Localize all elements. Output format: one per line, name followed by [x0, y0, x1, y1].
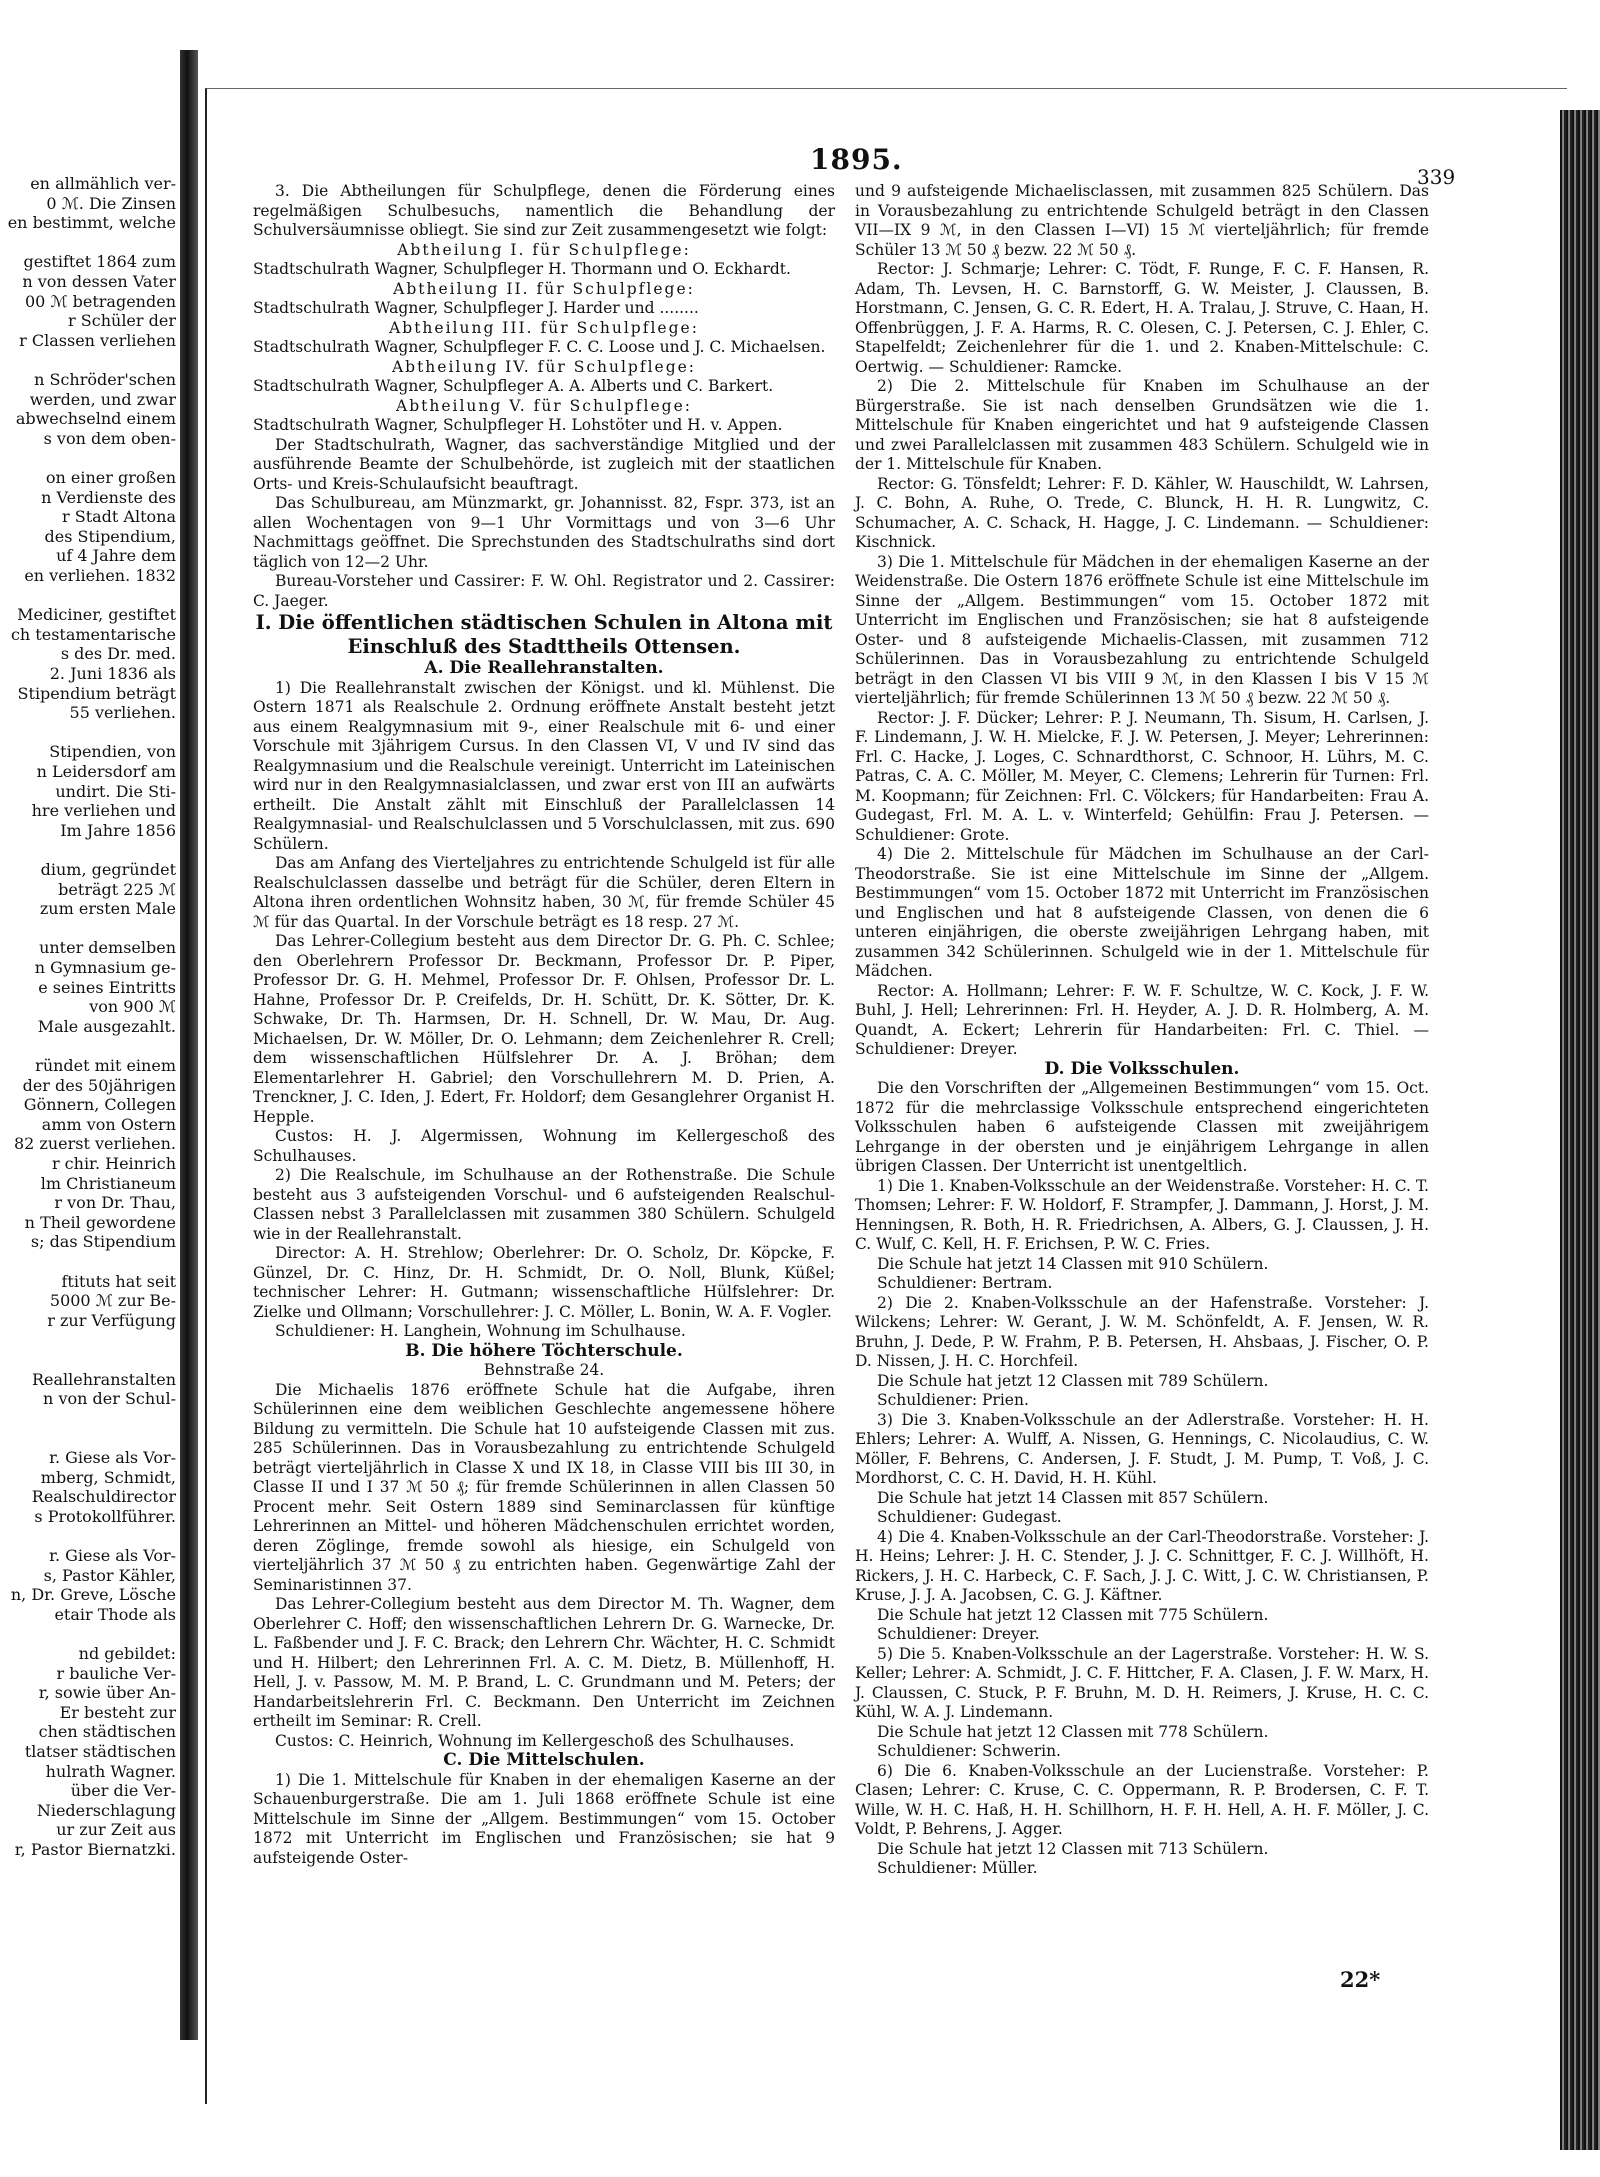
school-classes: Die Schule hat jetzt 12 Classen mit 778 Schülern. — [877, 1722, 1269, 1741]
page-stack-edge — [1560, 110, 1600, 2150]
school-entry — [855, 1294, 1429, 1411]
mittelschule-1-staff: Rector: J. Schmarje; Lehrer: C. Tödt, F. Runge, F. C. F. Hansen, R. Adam, Th. Levsen, H. C. Barnstorff, G. W. Meister, J. Claussen, B. Horstmann, C. Jensen, G. C. R. Edert, H. A. Tralau, J. Struve, C. Haan, H. Offenbrüggen, J. F. A. Harms, R. C. Olesen, C. J. Petersen, C. J. Ehler, C. Stapelfeldt; Zeichenlehrer für die 1. und 2. Knaben-Mittelschule: C. Oertwig. — Schuldiener: Ramcke. — [855, 260, 1429, 376]
facing-page-line: r. Giese als Vor- — [49, 1546, 176, 1565]
facing-page-line: des Stipendium, — [44, 526, 176, 546]
facing-page-line: abwechselnd einem — [15, 409, 176, 429]
mittelschule-1-continued: und 9 aufsteigende Michaelisclassen, mit zusammen 825 Schülern. Das in Vorausbezahlung zu entrichtende Schulgeld beträgt in den Classen VII—IX 9 ℳ, in den Classen I—VI) 15 ℳ vierteljährlich; für fremde Schüler 13 ℳ 50 ₰ bezw. 22 ℳ 50 ₰. — [855, 182, 1429, 259]
facing-page-line: 0 ℳ. Die Zinsen — [46, 193, 176, 213]
facing-page-line: n Theil gewordene — [24, 1212, 176, 1232]
school-servant: Schuldiener: Müller. — [877, 1859, 1038, 1877]
facing-page-line: von 900 ℳ — [89, 997, 176, 1017]
facing-page-line: gestiftet 1864 zum — [23, 252, 176, 272]
facing-page-line: s von dem oben- — [43, 428, 176, 448]
left-column — [253, 182, 835, 1868]
school-servant: Schuldiener: Bertram. — [877, 1274, 1053, 1292]
facing-page-line: unter demselben — [39, 938, 176, 958]
toechterschule-paragraph: Die Michaelis 1876 eröffnete Schule hat die Aufgabe, ihren Schülerinnen eine dem weiblichen Geschlechte angemessene höhere Bildung zu vermitteln. Die Schule hat 10 aufsteigende Classen mit zus. 285 Schülerinnen. Das in Vorausbezahlung zu entrichtende Schulgeld beträgt vierteljährlich in Classe X und IX 18, in Classe VIII bis III 30, in Classe II und I 37 ℳ 50 ₰; für fremde Schülerinnen in allen Classen 50 Procent mehr. Seit Ostern 1889 sind Seminarclassen für künftige Lehrerinnen an Mittel- und höheren Mädchenschulen errichtet worden, deren Zöglinge, fremde sowohl als hiesige, ein Schulgeld von vierteljährlich 37 ℳ 50 ₰ zu entrichten haben. Gegenwärtige Zahl der Seminaristinnen 37. — [253, 1380, 835, 1594]
facing-page-line: Male ausgezahlt. — [37, 1016, 176, 1036]
facing-page-line: beträgt 225 ℳ — [58, 879, 176, 899]
facing-page-line: r, sowie über An- — [38, 1683, 176, 1703]
facing-page-line: Er besteht zur — [59, 1702, 176, 1722]
facing-page-line: chen städtischen — [38, 1722, 176, 1742]
facing-page-line: Realschuldirector — [31, 1487, 176, 1507]
facing-page-line: Stipendium beträgt — [17, 683, 176, 703]
facing-page-line: on einer großen — [45, 468, 176, 487]
facing-page-line: en allmählich ver- — [30, 174, 176, 193]
facing-page-line: r, Pastor Biernatzki. — [14, 1840, 176, 1859]
facing-page-line: ftituts hat seit — [61, 1271, 176, 1291]
school-heading: 5) Die 5. Knaben-Volksschule an der Lagerstraße. Vorsteher: H. W. S. Keller; Lehrer: A. Schmidt, J. C. F. Hittcher, F. A. Clasen, J. F. W. Marx, H. J. Claussen, C. Stuck, P. F. Bruhn, M. D. H. Reimers, J. Kruse, H. C. C. Kühl, W. A. J. Lindemann. — [855, 1644, 1429, 1721]
signature-mark: 22* — [1340, 1967, 1381, 1992]
mittelschule-2-staff: Rector: G. Tönsfeldt; Lehrer: F. D. Kähler, W. Hauschildt, W. Lahrsen, J. C. Bohn, A. Ruhe, O. Trede, C. Blunck, H. H. R. Lungwitz, C. Schumacher, A. C. Schack, H. Hagge, J. C. Lindemann. — Schuldiener: Kischnick. — [855, 474, 1429, 551]
facing-page-line: werden, und zwar — [29, 389, 176, 409]
division-members: Stadtschulrath Wagner, Schulpfleger A. A. Alberts und C. Barkert. — [253, 377, 774, 395]
custos-line: Custos: C. Heinrich, Wohnung im Kellergeschoß des Schulhauses. — [275, 1731, 795, 1750]
facing-page-line: r von Dr. Thau, — [54, 1193, 176, 1213]
school-heading: 6) Die 6. Knaben-Volksschule an der Lucienstraße. Vorsteher: P. Clasen; Lehrer: C. Kruse, C. C. Oppermann, R. P. Brodersen, C. F. T. Wille, W. H. C. Haß, H. H. Schillhorn, H. F. H. Hell, A. H. F. Möller, J. C. Voldt, P. Behrens, J. Agger. — [855, 1761, 1429, 1838]
main-heading: I. Die öffentlichen städtischen Schulen in Altona mit Einschluß des Stadttheils Ottensen. — [255, 611, 833, 658]
section-b-title: B. Die höhere Töchterschule. — [405, 1340, 683, 1361]
division-title: Abtheilung V. für Schulpflege: — [396, 396, 692, 415]
facing-page-line: nd gebildet: — [78, 1644, 176, 1663]
school-servant: Schuldiener: Gudegast. — [877, 1508, 1062, 1526]
facing-page-line: Niederschlagung — [36, 1800, 176, 1820]
facing-page-line: 55 verliehen. — [69, 703, 176, 723]
facing-page-line: r Classen verliehen — [19, 330, 176, 350]
section-d-title: D. Die Volksschulen. — [1044, 1058, 1240, 1079]
lehrer-collegium-paragraph: Das Lehrer-Collegium besteht aus dem Director Dr. G. Ph. C. Schlee; den Oberlehrern Professor Dr. Beckmann, Professor Dr. P. Piper, Professor Dr. G. H. Mehmel, Professor Dr. F. Ohlsen, Professor Dr. L. Hahne, Professor Dr. P. Creifelds, Dr. H. Schütt, Dr. K. Sötter, Dr. K. Schwake, Dr. Th. Harmsen, Dr. H. Schnell, Dr. W. Mau, Dr. Aug. Michaelsen, Dr. W. Möller, Dr. O. Lehmann; dem Zeichenlehrer R. Crell; dem wissenschaftlichen Hülfslehrer Dr. A. J. Bröhan; dem Elementarlehrer H. Gabriel; den Vorschullehrern M. D. Prien, A. Trenckner, J. C. Iden, J. Edert, Fr. Holdorf; dem Gesanglehrer Organist H. Hepple. — [253, 932, 835, 1126]
facing-page-line: undirt. Die Sti- — [55, 781, 176, 801]
facing-page-line: s; das Stipendium — [30, 1232, 176, 1252]
school-heading: 3) Die 3. Knaben-Volksschule an der Adlerstraße. Vorsteher: H. H. Ehlers; Lehrer: A. Wulff, A. Nissen, G. Hennings, C. Nicolaudius, C. W. Möller, F. Behrens, C. Andersen, J. F. Studt, J. M. Pump, T. Voß, J. C. Mordhorst, C. C. H. David, H. H. Kühl. — [855, 1410, 1429, 1487]
bureau-staff: Bureau-Vorsteher und Cassirer: F. W. Ohl. Registrator und 2. Cassirer: C. Jaeger. — [253, 572, 835, 610]
division-title: Abtheilung III. für Schulpflege: — [389, 318, 699, 337]
realgymnasium-paragraph: 1) Die Reallehranstalt zwischen der Königst. und kl. Mühlenst. Die Ostern 1871 als Realschule 2. Ordnung eröffnete Anstalt besteht jetzt aus einem Realgymnasium mit 9-, einer Realschule mit 6- und einer Vorschule mit 3jährigem Cursus. In den Classen VI, V und IV sind das Realgymnasium und die Realschule vereinigt. Unterricht im Lateinischen wird nur in den Realgymnasialclassen, und zwar erst von III an aufwärts ertheilt. Die Anstalt zählt mit Einschluß der Parallelclassen 14 Realgymnasial- und Realschulclassen und 5 Vorschulclassen, mit zus. 690 Schülern. — [253, 678, 835, 853]
school-entry — [855, 1411, 1429, 1528]
facing-page-line: dium, gegründet — [40, 860, 176, 879]
division-members: Stadtschulrath Wagner, Schulpfleger H. Lohstöter und H. v. Appen. — [253, 416, 783, 434]
school-entry — [855, 1762, 1429, 1879]
facing-page-line: r. Giese als Vor- — [49, 1448, 176, 1467]
mittelschule-1-paragraph: 1) Die 1. Mittelschule für Knaben in der ehemaligen Kaserne an der Schauenburgerstraße. Die am 1. Juli 1868 eröffnete Schule ist eine Mittelschule im Sinne der „Allgem. Bestimmungen“ vom 15. October 1872 mit Unterricht im Englischen und Französischen; sie hat 9 aufsteigende Oster- — [253, 1770, 835, 1867]
division-title: Abtheilung IV. für Schulpflege: — [391, 357, 697, 376]
facing-page-line: hulrath Wagner. — [45, 1761, 176, 1781]
school-heading: 2) Die 2. Knaben-Volksschule an der Hafenstraße. Vorsteher: J. Wilckens; Lehrer: W. Gerant, J. W. M. Schönfeldt, A. F. Jensen, W. R. Bruhn, J. Dede, P. W. Frahm, P. B. Petersen, H. Ahsbaas, J. Fischer, O. P. D. Nissen, J. H. C. Horchfeil. — [855, 1293, 1429, 1370]
page-year-header: 1895. — [810, 143, 903, 176]
facing-page-line: s des Dr. med. — [60, 644, 176, 664]
division-title: Abtheilung I. für Schulpflege: — [397, 240, 691, 259]
facing-page-line: n Gymnasium ge- — [34, 958, 176, 977]
facing-page-line: über die Ver- — [70, 1781, 176, 1801]
facing-page-line: s Protokollführer. — [34, 1506, 176, 1526]
facing-page-line: zum ersten Male — [39, 899, 176, 919]
facing-page-line: tlatser städtischen — [24, 1742, 176, 1761]
school-entry — [855, 1528, 1429, 1645]
school-servant: Schuldiener: Prien. — [877, 1391, 1029, 1409]
facing-page-line: lm Christianeum — [40, 1173, 176, 1193]
maedchen-1-paragraph: 3) Die 1. Mittelschule für Mädchen in der ehemaligen Kaserne an der Weidenstraße. Die Ostern 1876 eröffnete Schule ist eine Mittelschule im Sinne der „Allgem. Bestimmungen“ vom 15. October 1872 mit Unterricht im Englischen und Französischen; sie hat 8 aufsteigende Oster- und 8 aufsteigende Michaelis-Classen, mit zusammen 712 Schülerinnen. Das in Vorausbezahlung zu entrichtende Schulgeld beträgt in den Classen VI bis VIII 9 ℳ, in den Klassen I bis V 15 ℳ vierteljährlich; für fremde Schülerinnen 13 ℳ 50 ₰ bezw. 22 ℳ 50 ₰. — [855, 552, 1429, 707]
facing-page-line: r Stadt Altona — [62, 507, 176, 527]
facing-page-line: n Schröder'schen — [34, 370, 176, 389]
facing-page-line: en verliehen. 1832 — [24, 566, 176, 585]
facing-page-line: mberg, Schmidt, — [40, 1467, 176, 1487]
facing-page-line: Reallehranstalten — [31, 1369, 176, 1389]
school-heading: 1) Die 1. Knaben-Volksschule an der Weidenstraße. Vorsteher: H. C. T. Thomsen; Lehrer: F. W. Holdorf, F. Strampfer, J. Dammann, J. Horst, J. M. Henningsen, R. Both, H. R. Friedrichsen, A. Albers, G. J. Claussen, J. H. C. Wulf, C. Kell, H. F. Erichsen, P. W. C. Fries. — [855, 1176, 1429, 1253]
facing-page-line: 00 ℳ betragenden — [25, 291, 176, 311]
facing-page-line: Gönnern, Collegen — [23, 1095, 176, 1115]
facing-page-line: Stipendien, von — [49, 742, 176, 762]
facing-page-line: n Verdienste des — [41, 487, 176, 507]
facing-page-line: uf 4 Jahre dem — [56, 546, 176, 566]
section-a-title: A. Die Reallehranstalten. — [424, 658, 664, 678]
school-servant: Schuldiener: Dreyer. — [877, 1625, 1040, 1643]
school-classes: Die Schule hat jetzt 12 Classen mit 775 Schülern. — [877, 1605, 1269, 1624]
page-number: 339 — [1417, 165, 1456, 189]
facing-page-line: r bauliche Ver- — [56, 1663, 176, 1683]
facing-page-line: n Leidersdorf am — [36, 762, 176, 781]
facing-page-line: 82 zuerst verliehen. — [13, 1134, 176, 1154]
facing-page-line: n von dessen Vater — [22, 272, 176, 291]
school-classes: Die Schule hat jetzt 14 Classen mit 910 Schülern. — [877, 1254, 1269, 1273]
school-classes: Die Schule hat jetzt 12 Classen mit 713 Schülern. — [877, 1839, 1269, 1858]
facing-page-line: amm von Ostern — [41, 1114, 176, 1134]
facing-page-line: 5000 ℳ zur Be- — [49, 1291, 176, 1311]
volksschulen-intro: Die den Vorschriften der „Allgemeinen Bestimmungen“ vom 15. Oct. 1872 für die mehrclassige Volksschule entsprechend eingerichteten Volksschulen haben 6 aufsteigende Classen mit zweijährigem Lehrgange in der obersten und je einjährigem Lehrgange in allen übrigen Classen. Der Unterricht ist unentgeltlich. — [855, 1079, 1429, 1175]
facing-page-line: e seines Eintritts — [38, 977, 176, 997]
facing-page-line: r chir. Heinrich — [51, 1154, 176, 1173]
facing-page-line: en bestimmt, welche — [7, 213, 176, 233]
schulbureau-paragraph: Das Schulbureau, am Münzmarkt, gr. Johannisst. 82, Fspr. 373, ist an allen Wochentagen von 9—1 Uhr Vormittags und von 3—6 Uhr Nachmittags geöffnet. Die Sprechstunden des Stadtschulraths sind dort täglich von 12—2 Uhr. — [253, 494, 835, 571]
facing-page-line: s, Pastor Kähler, — [43, 1565, 176, 1585]
school-list — [855, 1177, 1429, 1879]
facing-page-fragment — [0, 55, 180, 2035]
school-servant: Schuldiener: Schwerin. — [877, 1742, 1061, 1760]
maedchen-1-staff: Rector: J. F. Dücker; Lehrer: P. J. Neumann, Th. Sisum, H. Carlsen, J. F. Lindemann, J. W. H. Mielcke, F. J. W. Petersen, J. Meyer; Lehrerinnen: Frl. C. Hacke, J. Loges, C. Schnardthorst, C. Schnoor, H. Lührs, M. C. Patras, C. A. C. Möller, M. Meyer, C. Clemens; Lehrerin für Turnen: Frl. M. Koopmann; für Zeichnen: Frl. C. Völckers; für Handarbeiten: Frau A. Gudegast, Frl. M. A. L. v. Winterfeld; Gehülfin: Frau J. Petersen. — Schuldiener: Grote. — [855, 708, 1429, 844]
facing-page-line: etair Thode als — [54, 1604, 176, 1624]
mittelschule-2-paragraph: 2) Die 2. Mittelschule für Knaben im Schulhause an der Bürgerstraße. Sie ist nach denselben Grundsätzen wie die 1. Mittelschule für Knaben eingerichtet und hat 9 aufsteigende Classen und zwei Parallelclassen mit zusammen 483 Schülern. Schulgeld wie in der 1. Mittelschule für Knaben. — [855, 377, 1429, 473]
facing-page-line: ründet mit einem — [35, 1056, 176, 1075]
book-gutter — [180, 50, 198, 2040]
school-heading: 4) Die 4. Knaben-Volksschule an der Carl-Theodorstraße. Vorsteher: J. H. Heins; Lehrer: J. H. C. Stender, J. J. C. Schnittger, F. C. J. Willhöft, H. Rickers, J. H. C. Harbeck, C. F. Sach, J. J. C. Witt, J. C. W. Christiansen, P. Kruse, J. J. A. Jacobsen, C. G. J. Käftner. — [855, 1527, 1429, 1604]
schuldiener-line: Schuldiener: H. Langhein, Wohnung im Schulhause. — [275, 1322, 686, 1340]
division-list — [253, 241, 835, 436]
facing-page-line: ur zur Zeit aus — [56, 1820, 176, 1840]
stadtschulrath-paragraph: Der Stadtschulrath, Wagner, das sachverständige Mitglied und der ausführende Beamte der Schulbehörde, ist zugleich mit der staatlichen Orts- und Kreis-Schulaufsicht beauftragt. — [253, 435, 835, 493]
facing-page-line: n, Dr. Greve, Lösche — [10, 1585, 176, 1605]
facing-page-line: ch testamentarische — [10, 624, 176, 644]
section-b-address: Behnstraße 24. — [483, 1361, 605, 1379]
school-entry — [855, 1177, 1429, 1294]
maedchen-2-paragraph: 4) Die 2. Mittelschule für Mädchen im Schulhause an der Carl-Theodorstraße. Sie ist eine Mittelschule im Sinne der „Allgem. Bestimmungen“ vom 15. October 1872 mit Unterricht im Französischen und Englischen und hat 8 aufsteigende Classen, von denen die 6 unteren einjährigen, die oberste zweijährigen Lehrgang haben, mit zusammen 342 Schülerinnen. Schulgeld wie in der 1. Mittelschule für Mädchen. — [855, 845, 1429, 980]
facing-page-line: r Schüler der — [68, 311, 176, 331]
right-column — [855, 182, 1429, 1879]
facing-page-line: der des 50jährigen — [22, 1075, 176, 1095]
facing-page-line: Mediciner, gestiftet — [17, 605, 176, 625]
realschule-staff: Director: A. H. Strehlow; Oberlehrer: Dr. O. Scholz, Dr. Köpcke, F. Günzel, Dr. C. Hinz, Dr. H. Schmidt, Dr. O. Noll, Blunk, Küßel; technischer Lehrer: H. Gutmann; wissenschaftliche Hülfslehrer: Dr. Zielke und Ollmann; Vorschullehrer: J. C. Möller, L. Bonin, W. A. F. Vogler. — [253, 1244, 835, 1321]
school-classes: Die Schule hat jetzt 14 Classen mit 857 Schülern. — [877, 1488, 1269, 1507]
facing-page-line: Im Jahre 1856 — [60, 820, 176, 840]
division-title: Abtheilung II. für Schulpflege: — [393, 279, 695, 298]
facing-page-line: 2. Juni 1836 als — [49, 664, 176, 683]
intro-paragraph: 3. Die Abtheilungen für Schulpflege, denen die Förderung eines regelmäßigen Schulbesuchs, namentlich die Behandlung der Schulversäumnisse obliegt. Sie sind zur Zeit zusammengesetzt wie folgt: — [253, 182, 835, 239]
section-c-title: C. Die Mittelschulen. — [443, 1750, 645, 1770]
facing-page-line: n von der Schul- — [43, 1389, 176, 1409]
school-classes: Die Schule hat jetzt 12 Classen mit 789 Schülern. — [877, 1371, 1269, 1390]
school-entry — [855, 1645, 1429, 1762]
toechterschule-collegium: Das Lehrer-Collegium besteht aus dem Director M. Th. Wagner, dem Oberlehrer C. Hoff; den wissenschaftlichen Lehrern Dr. G. Warnecke, Dr. L. Faßbender und J. F. C. Brack; den Lehrern Chr. Wächter, H. C. Schmidt und H. Hilbert; den Lehrerinnen Frl. A. C. M. Dietz, B. Müllenhoff, H. Hell, J. v. Passow, M. M. P. Brand, L. C. Grundmann und M. Peters; der Handarbeitslehrerin Frl. C. Beckmann. Den Unterricht im Zeichnen ertheilt im Seminar: R. Crell. — [253, 1595, 835, 1730]
division-members: Stadtschulrath Wagner, Schulpfleger J. Harder und ........ — [253, 299, 699, 317]
schulgeld-paragraph: Das am Anfang des Vierteljahres zu entrichtende Schulgeld ist für alle Realschulclassen dasselbe und beträgt für die Schüler, deren Eltern in Altona ihren ordentlichen Wohnsitz haben, 30 ℳ, für fremde Schüler 45 ℳ für das Quartal. In der Vorschule beträgt es 18 resp. 27 ℳ. — [253, 854, 835, 931]
facing-page-line: hre verliehen und — [31, 801, 176, 821]
custos-line: Custos: H. J. Algermissen, Wohnung im Kellergeschoß des Schulhauses. — [253, 1127, 835, 1165]
division-members: Stadtschulrath Wagner, Schulpfleger H. Thormann und O. Eckhardt. — [253, 260, 791, 278]
maedchen-2-staff: Rector: A. Hollmann; Lehrer: F. W. F. Schultze, W. C. Kock, J. F. W. Buhl, J. Hell; Lehrerinnen: Frl. H. Heyder, A. J. D. R. Holmberg, A. M. Quandt, A. Eckert; Lehrerin für Handarbeiten: Frl. C. Thiel. — Schuldiener: Dreyer. — [855, 981, 1429, 1058]
facing-page-line: r zur Verfügung — [47, 1310, 176, 1330]
division-members: Stadtschulrath Wagner, Schulpfleger F. C. C. Loose und J. C. Michaelsen. — [253, 338, 826, 356]
realschule-paragraph: 2) Die Realschule, im Schulhause an der Rothenstraße. Die Schule besteht aus 3 aufsteigenden Vorschul- und 6 aufsteigenden Realschul-Classen nebst 3 Parallelclassen mit zusammen 380 Schülern. Schulgeld wie in der Reallehranstalt. — [253, 1166, 835, 1243]
